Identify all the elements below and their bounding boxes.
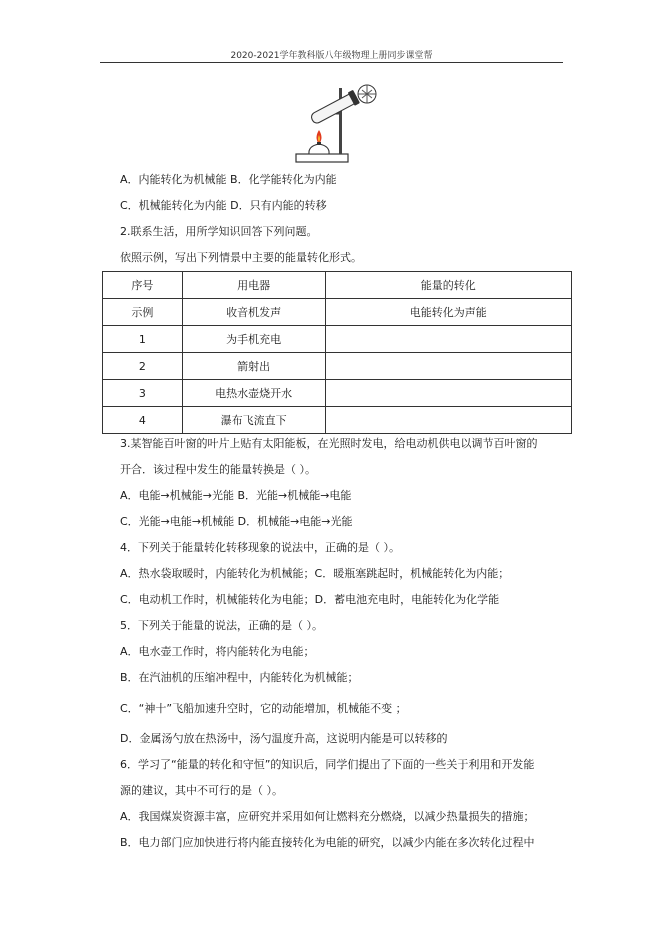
table-cell: 2 <box>103 353 183 380</box>
q1-options-cd: C．机械能转化为内能 D．只有内能的转移 <box>120 199 327 212</box>
q2-stem: 2.联系生活，用所学知识回答下列问题。 <box>120 225 318 238</box>
table-cell: 收音机发声 <box>182 299 325 326</box>
table-row <box>103 380 572 407</box>
q4-options-line1: A．热水袋取暖时，内能转化为机械能；C．暖瓶塞跳起时，机械能转化为内能； <box>120 567 510 580</box>
table-cell <box>325 380 571 407</box>
energy-conversion-table <box>102 271 572 434</box>
test-tube-heating-apparatus-figure <box>292 82 382 168</box>
table-cell: 瀑布飞流直下 <box>182 407 325 434</box>
header-rule <box>100 62 563 63</box>
q3-stem-line2: 开合．该过程中发生的能量转换是（ ）。 <box>120 463 316 476</box>
table-cell <box>325 353 571 380</box>
q5-stem: 5．下列关于能量的说法，正确的是（ ）。 <box>120 619 323 632</box>
table-cell <box>325 407 571 434</box>
q6-stem-line2: 源的建议，其中不可行的是（ ）。 <box>120 784 283 797</box>
q4-options-line2: C．电动机工作时，机械能转化为电能；D．蓄电池充电时，电能转化为化学能 <box>120 593 500 606</box>
q3-options-cd: C．光能→电能→机械能 D．机械能→电能→光能 <box>120 515 353 528</box>
q6-option-a: A．我国煤炭资源丰富，应研究并采用如何让燃料充分燃烧，以减少热量损失的措施； <box>120 810 535 823</box>
table-header-cell: 用电器 <box>182 272 325 299</box>
table-cell: 示例 <box>103 299 183 326</box>
table-header-cell: 能量的转化 <box>325 272 571 299</box>
table-row <box>103 299 572 326</box>
table-cell: 电能转化为声能 <box>325 299 571 326</box>
table-row <box>103 407 572 434</box>
q6-stem-line1: 6．学习了“能量的转化和守恒”的知识后，同学们提出了下面的一些关于利用和开发能 <box>120 758 535 771</box>
q5-option-b: B．在汽油机的压缩冲程中，内能转化为机械能； <box>120 671 359 684</box>
table-cell <box>325 326 571 353</box>
table-header-cell: 序号 <box>103 272 183 299</box>
table-row <box>103 353 572 380</box>
table-cell: 3 <box>103 380 183 407</box>
q5-option-d: D．金属汤勺放在热汤中，汤勺温度升高，这说明内能是可以转移的 <box>120 732 448 745</box>
q2-instruction: 依照示例，写出下列情景中主要的能量转化形式。 <box>120 251 362 264</box>
q5-option-c: C．“神十”飞船加速升空时，它的动能增加，机械能不变 ； <box>120 702 407 715</box>
table-cell: 箭射出 <box>182 353 325 380</box>
q3-stem-line1: 3.某智能百叶窗的叶片上贴有太阳能板，在光照时发电，给电动机供电以调节百叶窗的 <box>120 437 538 450</box>
table-row <box>103 326 572 353</box>
page-header: 2020-2021学年教科版八年级物理上册同步课堂帮 <box>230 51 433 61</box>
q1-options-ab: A．内能转化为机械能 B．化学能转化为内能 <box>120 173 337 186</box>
table-cell: 1 <box>103 326 183 353</box>
table-cell: 4 <box>103 407 183 434</box>
table-header-row <box>103 272 572 299</box>
q4-stem: 4．下列关于能量转化转移现象的说法中，正确的是（ ）。 <box>120 541 400 554</box>
table-cell: 电热水壶烧开水 <box>182 380 325 407</box>
q5-option-a: A．电水壶工作时，将内能转化为电能； <box>120 645 315 658</box>
q6-option-b: B．电力部门应加快进行将内能直接转化为电能的研究，以减少内能在多次转化过程中 <box>120 836 535 849</box>
q3-options-ab: A．电能→机械能→光能 B．光能→机械能→电能 <box>120 489 352 502</box>
table-cell: 为手机充电 <box>182 326 325 353</box>
